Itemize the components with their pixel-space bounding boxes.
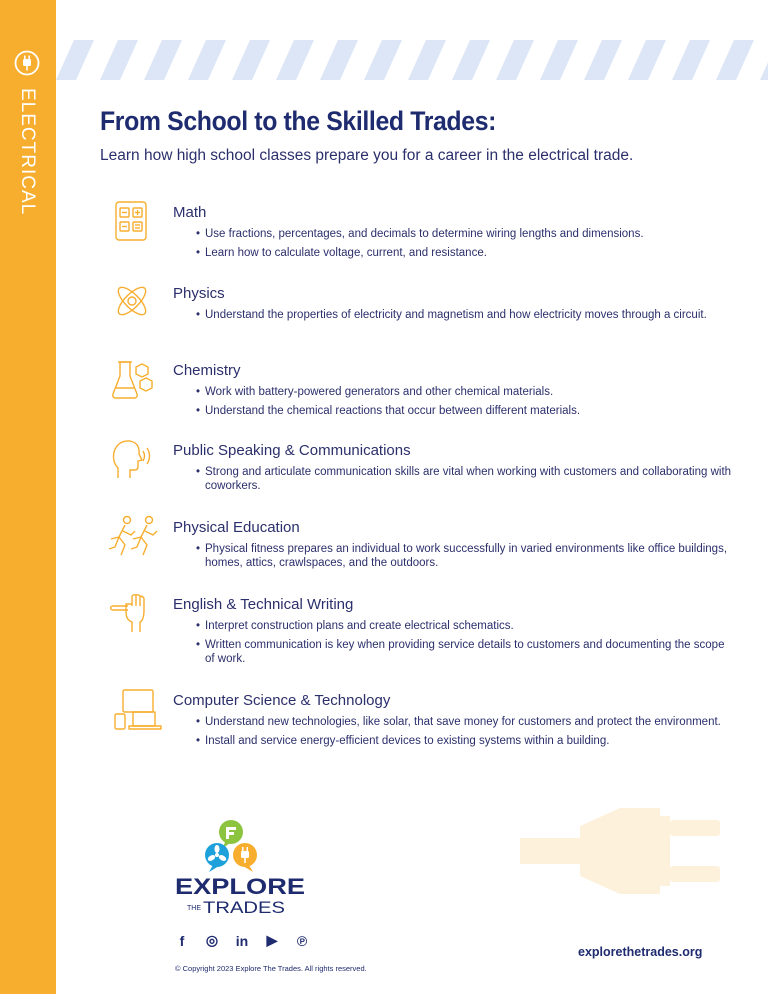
bullet-list: [196, 385, 736, 423]
social-links: [175, 932, 309, 949]
explore-the-trades-logo: [175, 818, 310, 918]
writing-hand-icon: [110, 592, 154, 636]
section-title: Computer Science & Technology: [173, 692, 391, 709]
bullet-item: • Use fractions, percentages, and decimals to determine wiring lengths and dimensions.: [196, 227, 736, 241]
facebook-icon[interactable]: f: [179, 932, 185, 949]
bullet-item: • Understand the chemical reactions that occur between different materials.: [196, 404, 736, 418]
bullet-item: • Work with battery-powered generators and other chemical materials.: [196, 385, 736, 399]
atom-icon: [110, 281, 154, 325]
section-title: Chemistry: [173, 362, 241, 379]
header-stripes: [56, 40, 768, 80]
bullet-list: [196, 465, 736, 498]
copyright-text: © Copyright 2023 Explore The Trades. All rights reserved.: [175, 964, 367, 973]
bullet-item: • Install and service energy-efficient devices to existing systems within a building.: [196, 734, 736, 748]
instagram-icon[interactable]: ◎: [205, 932, 219, 948]
pinterest-icon[interactable]: ℗: [296, 932, 308, 949]
bullet-item: • Understand the properties of electricity and magnetism and how electricity moves through a circuit.: [196, 308, 736, 322]
bullet-item: • Understand new technologies, like solar, that save money for customers and protect the environment.: [196, 715, 736, 729]
section-title: Physical Education: [173, 519, 300, 536]
logo-the: THE: [187, 905, 201, 912]
speaking-head-icon: [110, 438, 154, 482]
computer-icon: [112, 688, 166, 732]
section-title: English & Technical Writing: [173, 596, 354, 613]
plug-icon: [14, 50, 40, 76]
website-link[interactable]: explorethetrades.org: [578, 945, 703, 959]
calculator-icon: [110, 200, 154, 244]
linkedin-icon[interactable]: in: [235, 932, 249, 949]
section-title: Public Speaking & Communications: [173, 442, 411, 459]
sidebar: [0, 0, 56, 994]
bullet-list: [196, 715, 736, 753]
bullet-list: [196, 308, 736, 327]
plug-watermark-icon: [520, 796, 720, 906]
page-title: From School to the Skilled Trades:: [100, 106, 497, 136]
logo-line1: EXPLORE: [175, 874, 305, 899]
logo-line2: TRADES: [203, 898, 285, 917]
bullet-item: • Strong and articulate communication skills are vital when working with customers and collaborating with coworkers.: [196, 465, 736, 493]
running-people-icon: [106, 515, 160, 559]
bullet-list: [196, 227, 736, 265]
section-title: Physics: [173, 285, 225, 302]
flask-icon: [110, 358, 154, 402]
bullet-item: • Learn how to calculate voltage, current, and resistance.: [196, 246, 736, 260]
bullet-item: • Interpret construction plans and create electrical schematics.: [196, 619, 736, 633]
bullet-list: [196, 619, 736, 671]
bullet-list: [196, 542, 736, 575]
bullet-item: • Written communication is key when providing service details to customers and documenting the scope of work.: [196, 638, 736, 666]
bullet-item: • Physical fitness prepares an individual to work successfully in varied environments like office buildings, homes, attics, crawlspaces, and the outdoors.: [196, 542, 736, 570]
section-title: Math: [173, 204, 207, 221]
youtube-icon[interactable]: ▶: [266, 932, 278, 948]
trade-label: ELECTRICAL: [17, 88, 38, 216]
page-subtitle: Learn how high school classes prepare you for a career in the electrical trade.: [100, 147, 634, 164]
